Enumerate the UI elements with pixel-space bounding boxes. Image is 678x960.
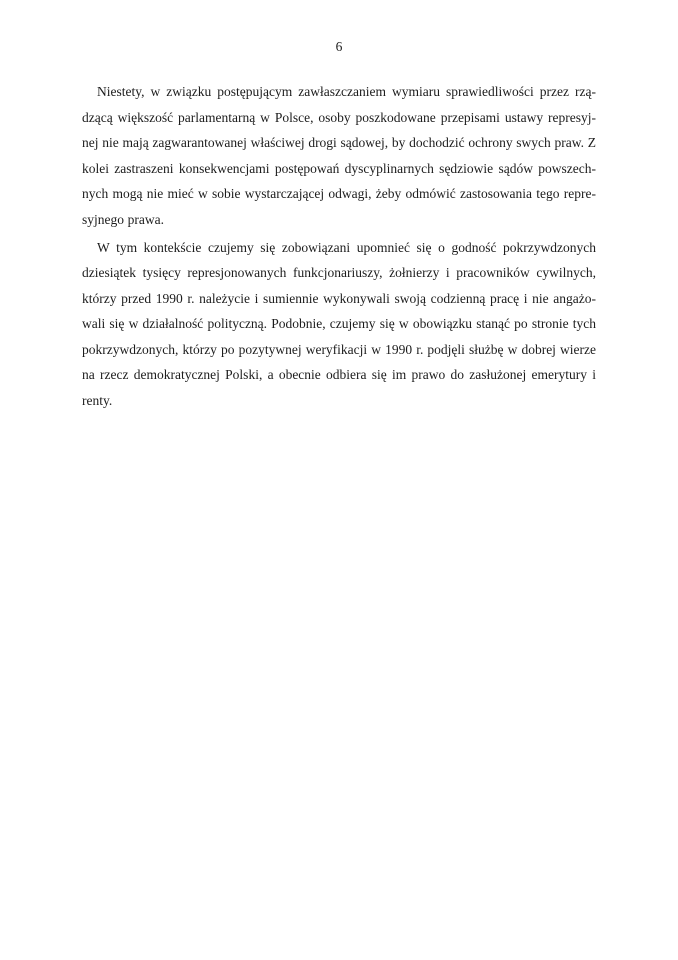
text-line: nych mogą nie mieć w sobie wystarczającej odwagi, żeby odmówić zastosowania tego repre-	[82, 186, 596, 201]
text-line: kolei zastraszeni konsekwencjami postępowań dyscyplinarnych sędziowie sądów powszech-	[82, 160, 596, 176]
text-line: nej nie mają zagwarantowanej właściwej drogi sądowej, by dochodzić ochrony swych praw. Z	[82, 135, 596, 150]
text-line: wali się w działalność polityczną. Podobnie, czujemy się w obowiązku stanąć po stronie tych	[82, 316, 596, 331]
text-line: syjnego prawa.	[82, 211, 164, 227]
paragraph-2	[82, 235, 596, 414]
text-line: pokrzywdzonych, którzy po pozytywnej weryfikacji w 1990 r. podjęli służbę w dobrej wierze	[82, 341, 596, 357]
text-line: W tym kontekście czujemy się zobowiązani upomnieć się o godność pokrzywdzonych	[97, 239, 596, 255]
text-line: dzącą większość parlamentarną w Polsce, osoby poszkodowane przepisami ustawy represyj-	[82, 109, 596, 125]
page-number: 6	[335, 39, 343, 54]
text-line: dziesiątek tysięcy represjonowanych funkcjonariuszy, żołnierzy i pracowników cywilnych,	[82, 265, 596, 280]
text-line: na rzecz demokratycznej Polski, a obecnie odbiera się im prawo do zasłużonej emerytury i	[82, 367, 596, 382]
text-line: renty.	[82, 392, 113, 408]
paragraph-1	[82, 79, 596, 232]
document-body	[82, 79, 596, 413]
text-line: Niestety, w związku postępującym zawłaszczaniem wymiaru sprawiedliwości przez rzą-	[97, 84, 596, 99]
text-line: którzy przed 1990 r. należycie i sumiennie wykonywali swoją codzienną pracę i nie angażo-	[82, 290, 596, 306]
